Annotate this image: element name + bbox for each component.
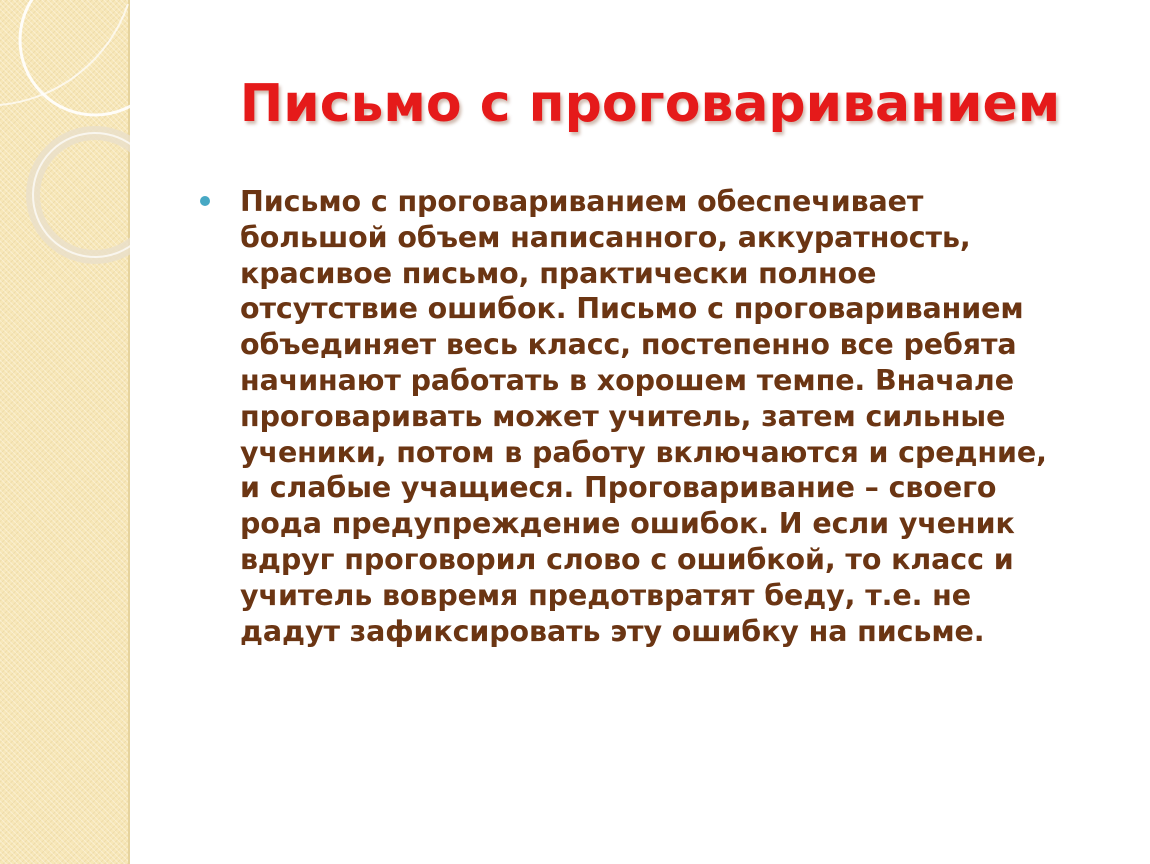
bullet-item <box>200 184 1112 649</box>
body-line: рода предупреждение ошибок. И если ученик <box>240 507 1015 541</box>
body-line: дадут зафиксировать эту ошибку на письме. <box>240 614 985 648</box>
decorative-side-strip <box>0 0 130 864</box>
decorative-circles-icon <box>0 0 130 300</box>
slide-title: Письмо с проговариванием <box>239 74 1061 134</box>
body-line: Письмо с проговариванием обеспечивает <box>240 185 924 218</box>
body-line: красивое письмо, практически полное <box>240 256 877 290</box>
body-paragraph <box>240 184 1047 649</box>
body-line: учитель вовремя предотвратят беду, т.е. не <box>240 578 971 612</box>
body-line: вдруг проговорил слово с ошибкой, то класс и <box>240 542 1014 576</box>
body-line: проговаривать может учитель, затем сильные <box>240 399 1006 433</box>
body-line: большой объем написанного, аккуратность, <box>240 220 971 254</box>
body-line: и слабые учащиеся. Проговаривание – своего <box>240 471 997 505</box>
body-line: отсутствие ошибок. Письмо с проговариванием <box>240 292 1024 326</box>
bullet-dot-icon <box>200 184 240 206</box>
body-line: объединяет весь класс, постепенно все ребята <box>240 328 1017 362</box>
body-line: ученики, потом в работу включаются и средние, <box>240 435 1047 469</box>
body-line: начинают работать в хорошем темпе. Вначале <box>240 363 1014 397</box>
slide-body <box>200 184 1112 649</box>
